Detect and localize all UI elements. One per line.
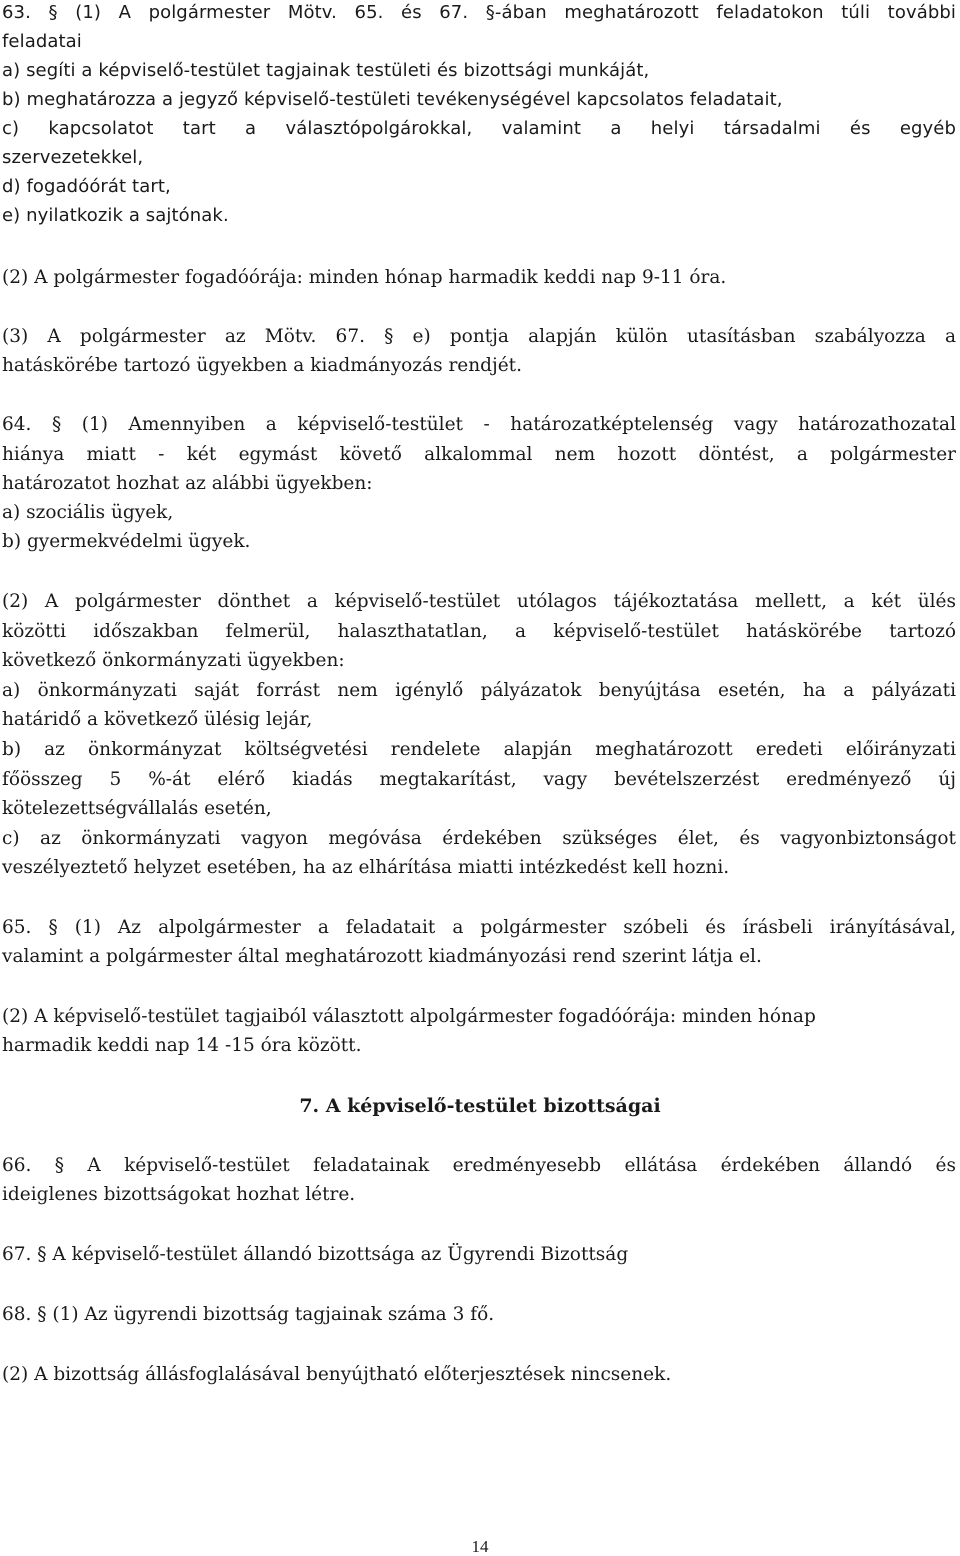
paragraph-64-line-1: 64. § (1) Amennyiben a képviselő-testület - határozatképtelenség vagy határozathozatal <box>2 414 956 435</box>
paragraph-63-3-line-1: (3) A polgármester az Mötv. 67. § e) pontja alapján külön utasításban szabályozza a <box>2 326 956 347</box>
paragraph-63-line-1: 63. § (1) A polgármester Mötv. 65. és 67. §-ában meghatározott feladatokon túli további <box>2 2 956 23</box>
paragraph-65-2-line-2: harmadik keddi nap 14 -15 óra között. <box>2 1035 362 1056</box>
paragraph-64-2-line-1: (2) A polgármester dönthet a képviselő-testület utólagos tájékoztatása mellett, a két ülés <box>2 591 956 612</box>
paragraph-64-2-item-c: c) az önkormányzati vagyon megóvása érdekében szükséges élet, és vagyonbiztonságot <box>2 828 956 849</box>
paragraph-65-line-1: 65. § (1) Az alpolgármester a feladatait a polgármester szóbeli és írásbeli irányításával, <box>2 917 956 938</box>
paragraph-64-item-b: b) gyermekvédelmi ügyek. <box>2 531 251 552</box>
paragraph-64-2-item-a-cont: határidő a következő ülésig lejár, <box>2 709 313 730</box>
paragraph-63-item-c-cont: szervezetekkel, <box>2 147 144 168</box>
section-heading: 7. A képviselő-testület bizottságai <box>299 1095 661 1117</box>
paragraph-64-2-item-b: b) az önkormányzat költségvetési rendelete alapján meghatározott eredeti előirányzati <box>2 739 956 760</box>
paragraph-63-item-b: b) meghatározza a jegyző képviselő-testületi tevékenységével kapcsolatos feladatait, <box>2 89 783 110</box>
paragraph-64-line-3: határozatot hozhat az alábbi ügyekben: <box>2 473 373 494</box>
paragraph-63-3-line-2: hatáskörébe tartozó ügyekben a kiadmányozás rendjét. <box>2 355 522 376</box>
paragraph-67: 67. § A képviselő-testület állandó bizottsága az Ügyrendi Bizottság <box>2 1244 629 1265</box>
paragraph-64-2-item-c-cont: veszélyeztető helyzet esetében, ha az elhárítása miatti intézkedést kell hozni. <box>2 857 730 878</box>
paragraph-64-2-item-a: a) önkormányzati saját forrást nem igénylő pályázatok benyújtása esetén, ha a pályázati <box>2 680 956 701</box>
paragraph-65-2-line-1: (2) A képviselő-testület tagjaiból választott alpolgármester fogadóórája: minden hónap <box>2 1006 816 1027</box>
paragraph-65-line-2: valamint a polgármester által meghatározott kiadmányozási rend szerint látja el. <box>2 946 762 967</box>
paragraph-66-line-1: 66. § A képviselő-testület feladatainak eredményesebb ellátása érdekében állandó és <box>2 1155 956 1176</box>
paragraph-63-item-d: d) fogadóórát tart, <box>2 176 171 197</box>
paragraph-66-line-2: ideiglenes bizottságokat hozhat létre. <box>2 1184 356 1205</box>
paragraph-63-item-c: c) kapcsolatot tart a választópolgárokkal, valamint a helyi társadalmi és egyéb <box>2 118 956 139</box>
paragraph-64-2-line-2: közötti időszakban felmerül, halaszthatatlan, a képviselő-testület hatáskörébe tartozó <box>2 621 956 642</box>
paragraph-64-2-item-b-end: kötelezettségvállalás esetén, <box>2 798 272 819</box>
paragraph-63-item-e: e) nyilatkozik a sajtónak. <box>2 205 229 226</box>
paragraph-63-item-a: a) segíti a képviselő-testület tagjainak testületi és bizottsági munkáját, <box>2 60 650 81</box>
page-number: 14 <box>471 1537 489 1556</box>
paragraph-64-2-line-3: következő önkormányzati ügyekben: <box>2 650 345 671</box>
paragraph-68-1: 68. § (1) Az ügyrendi bizottság tagjainak száma 3 fő. <box>2 1304 495 1325</box>
paragraph-64-line-2: hiánya miatt - két egymást követő alkalommal nem hozott döntést, a polgármester <box>2 444 956 465</box>
paragraph-68-2: (2) A bizottság állásfoglalásával benyújtható előterjesztések nincsenek. <box>2 1364 672 1385</box>
paragraph-63-line-2: feladatai <box>2 31 82 52</box>
paragraph-64-2-item-b-cont: főösszeg 5 %-át elérő kiadás megtakarítást, vagy bevételszerzést eredményező új <box>2 769 956 790</box>
paragraph-63-2: (2) A polgármester fogadóórája: minden hónap harmadik keddi nap 9-11 óra. <box>2 267 727 288</box>
paragraph-64-item-a: a) szociális ügyek, <box>2 502 174 523</box>
